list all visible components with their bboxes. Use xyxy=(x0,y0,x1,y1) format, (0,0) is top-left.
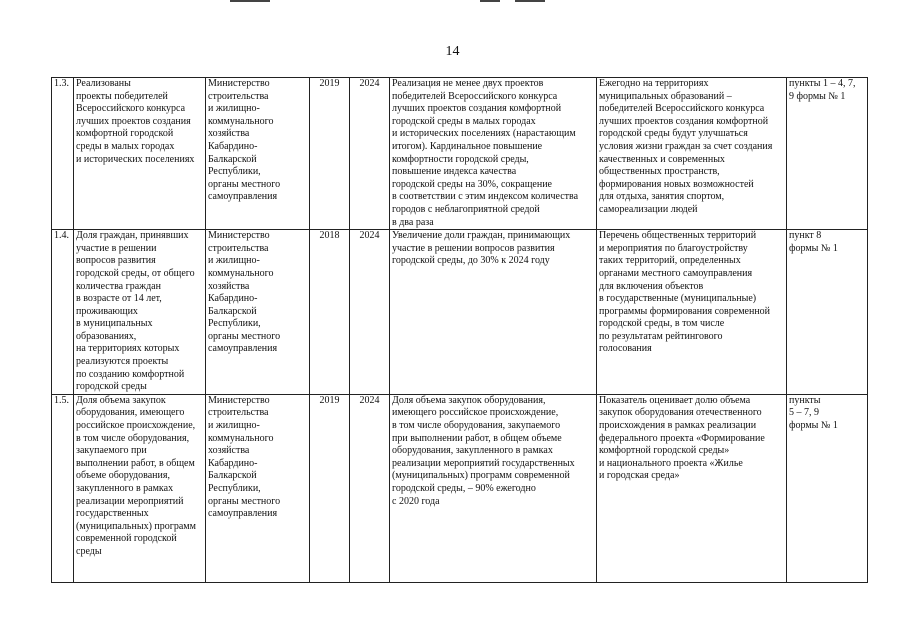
row-number: 1.4. xyxy=(52,230,74,395)
indicator-description: Показатель оценивает долю объема закупок оборудования отечественного происхождения в рамках реализации федерального проекта «Формирование комфортной городской среды» и национального проекта «Жилье и городская среда» xyxy=(597,394,787,582)
indicator-description: Перечень общественных территорий и мероприятия по благоустройству таких территорий, определенных органами местного самоуправления для включения объектов в государственные (муниципальные) программы формирования современной городской среды, в том числе по результатам рейтингового голосования xyxy=(597,230,787,395)
page-number: 14 xyxy=(445,44,460,59)
end-year: 2024 xyxy=(350,230,390,395)
start-year: 2018 xyxy=(310,230,350,395)
end-year: 2024 xyxy=(350,78,390,230)
form-reference: пункты 1 – 4, 7, 9 формы № 1 xyxy=(787,78,868,230)
indicator-name: Реализованы проекты победителей Всероссийского конкурса лучших проектов создания комфортной городской среды в малых городах и исторических поселениях xyxy=(74,78,206,230)
expected-result: Доля объема закупок оборудования, имеющего российское происхождение, в том числе оборудования, закупаемого при выполнении работ, в общем объеме оборудования, закупленного в рамках реализации мероприятий государственных (муниципальных) программ современной городской среды, – 90% ежегодно с 2020 года xyxy=(390,394,597,582)
indicators-table xyxy=(51,77,868,583)
indicator-name: Доля граждан, принявших участие в решении вопросов развития городской среды, от общего количества граждан в возрасте от 14 лет, проживающих в муниципальных образованиях, на территориях которых реализуются проекты по созданию комфортной городской среды xyxy=(74,230,206,395)
start-year: 2019 xyxy=(310,394,350,582)
table-row xyxy=(52,394,868,582)
row-number: 1.5. xyxy=(52,394,74,582)
form-reference: пункты 5 – 7, 9 формы № 1 xyxy=(787,394,868,582)
scan-artifacts xyxy=(0,0,905,8)
form-reference: пункт 8 формы № 1 xyxy=(787,230,868,395)
responsible-body: Министерство строительства и жилищно- коммунального хозяйства Кабардино- Балкарской Республики, органы местного самоуправления xyxy=(206,394,310,582)
table-row xyxy=(52,78,868,230)
table-row xyxy=(52,230,868,395)
responsible-body: Министерство строительства и жилищно- коммунального хозяйства Кабардино- Балкарской Республики, органы местного самоуправления xyxy=(206,78,310,230)
row-number: 1.3. xyxy=(52,78,74,230)
end-year: 2024 xyxy=(350,394,390,582)
responsible-body: Министерство строительства и жилищно- коммунального хозяйства Кабардино- Балкарской Республики, органы местного самоуправления xyxy=(206,230,310,395)
start-year: 2019 xyxy=(310,78,350,230)
expected-result: Реализация не менее двух проектов победителей Всероссийского конкурса лучших проектов создания комфортной городской среды в малых городах и исторических поселениях (нарастающим итогом). Кардинальное повышение комфортности городской среды, повышение индекса качества городской среды на 30%, сокращение в соответствии с этим индексом количества городов с неблагоприятной средой в два раза xyxy=(390,78,597,230)
expected-result: Увеличение доли граждан, принимающих участие в решении вопросов развития городской среды, до 30% к 2024 году xyxy=(390,230,597,395)
indicator-description: Ежегодно на территориях муниципальных образований – победителей Всероссийского конкурса лучших проектов создания комфортной городской среды будут улучшаться условия жизни граждан за счет создания качественных и современных общественных пространств, формирования новых возможностей для отдыха, занятия спортом, самореализации людей xyxy=(597,78,787,230)
indicator-name: Доля объема закупок оборудования, имеющего российское происхождение, в том числе оборудования, закупаемого при выполнении работ, в общем объеме оборудования, закупленного в рамках реализации мероприятий государственных (муниципальных) программ современной городской среды xyxy=(74,394,206,582)
